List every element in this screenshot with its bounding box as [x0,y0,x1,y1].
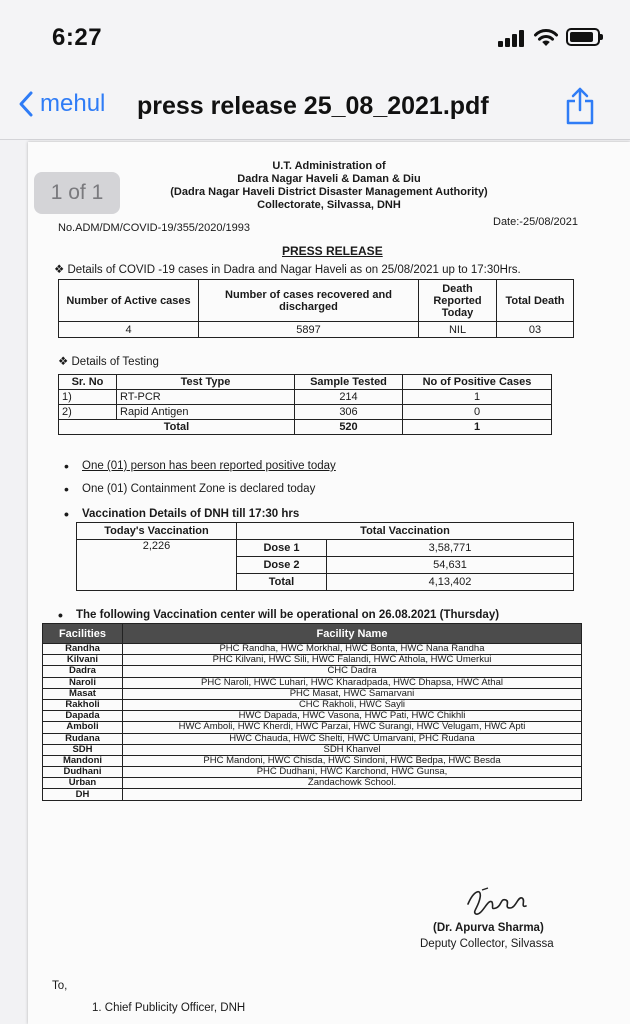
status-bar [0,0,630,76]
table-header: Sample Tested [295,375,403,390]
table-row [43,755,582,766]
battery-fill [570,32,593,42]
table-row [43,722,582,733]
facility-name-cell: CHC Rakholi, HWC Sayli [123,699,582,710]
table-cell: 5897 [199,322,419,338]
facility-cell: Dapada [43,711,123,722]
table-header: Death Reported Today [419,280,497,322]
table-row [43,767,582,778]
bullet-vaccination: • Vaccination Details of DNH till 17:30 hrs [82,508,299,520]
to-label: To, [52,980,68,992]
table-header: Today's Vaccination [77,523,237,540]
facilities-table [42,623,582,801]
document-title: press release 25_08_2021.pdf [137,92,489,120]
table-row [43,644,582,655]
facility-name-cell [123,789,582,800]
facility-name-cell: PHC Kilvani, HWC Sili, HWC Falandi, HWC Athola, HWC Umerkui [123,655,582,666]
facility-name-cell: SDH Khanvel [123,744,582,755]
table-cell: 520 [295,420,403,435]
table-row [43,733,582,744]
table-row [43,744,582,755]
facility-name-cell: HWC Chauda, HWC Shelti, HWC Umarvani, PHC Rudana [123,733,582,744]
share-icon[interactable] [563,86,597,126]
header-line-4: Collectorate, Silvassa, DNH [257,199,401,211]
document-date: Date:-25/08/2021 [493,216,579,228]
table-cell: NIL [419,322,497,338]
table-cell: 54,631 [327,557,574,574]
table-header: Total Death [497,280,574,322]
table-header: Sr. No [59,375,117,390]
facility-cell: Amboli [43,722,123,733]
pdf-page [28,142,630,1024]
header-line-3: (Dadra Nagar Haveli District Disaster Management Authority) [170,186,488,198]
table-cell: 4 [59,322,199,338]
facility-cell: Rakholi [43,699,123,710]
table-cell: 03 [497,322,574,338]
table-cell: 1 [403,390,552,405]
status-time: 6:27 [52,24,103,51]
signatory-title: Deputy Collector, Silvassa [420,938,554,950]
facility-name-cell: PHC Masat, HWC Samarvani [123,688,582,699]
press-release-title: PRESS RELEASE [282,244,383,258]
table-row [59,420,552,435]
header-line-1: U.T. Administration of [272,160,386,172]
facility-cell: DH [43,789,123,800]
table-cell: RT-PCR [117,390,295,405]
facility-name-cell: PHC Randha, HWC Morkhal, HWC Bonta, HWC Nana Randha [123,644,582,655]
table-row [59,390,552,405]
facility-cell: Urban [43,778,123,789]
page-counter: 1 of 1 [34,172,120,214]
facility-name-cell: HWC Dapada, HWC Vasona, HWC Pati, HWC Chikhli [123,711,582,722]
table-header: Test Type [117,375,295,390]
signature-icon [462,884,532,920]
facility-cell: Masat [43,688,123,699]
facility-cell: Mandoni [43,755,123,766]
chevron-left-icon [18,90,34,118]
facility-name-cell: Zandachowk School. [123,778,582,789]
table-cell: 214 [295,390,403,405]
facility-cell: Rudana [43,733,123,744]
table-cell: 2,226 [77,540,237,591]
table-cell: 3,58,771 [327,540,574,557]
signatory-name: (Dr. Apurva Sharma) [433,922,544,934]
cases-intro: ❖ Details of COVID -19 cases in Dadra and Nagar Haveli as on 25/08/2021 up to 17:30Hrs. [54,264,521,276]
table-cell: 2) [59,405,117,420]
table-row [43,778,582,789]
table-header: No of Positive Cases [403,375,552,390]
table-row [59,405,552,420]
bullet-centers: • The following Vaccination center will be operational on 26.08.2021 (Thursday) [76,609,499,621]
table-cell: 1) [59,390,117,405]
table-row [43,655,582,666]
facility-cell: Naroli [43,677,123,688]
table-cell: 1 [403,420,552,435]
facility-name-cell: PHC Naroli, HWC Luhari, HWC Kharadpada, HWC Dhapsa, HWC Athal [123,677,582,688]
battery-icon [566,28,600,46]
facility-cell: Randha [43,644,123,655]
table-cell: Total [59,420,295,435]
reference-number: No.ADM/DM/COVID-19/355/2020/1993 [58,222,250,234]
cases-table [58,279,574,338]
table-row [43,677,582,688]
facility-name-cell: CHC Dadra [123,666,582,677]
table-header: Total Vaccination [237,523,574,540]
testing-table [58,374,552,435]
table-header: Facilities [43,624,123,644]
table-cell: 0 [403,405,552,420]
table-row [43,711,582,722]
table-header: Number of Active cases [59,280,199,322]
facility-cell: Dadra [43,666,123,677]
table-cell: 306 [295,405,403,420]
table-row [77,540,574,557]
table-cell: Rapid Antigen [117,405,295,420]
facility-name-cell: HWC Amboli, HWC Kherdi, HWC Parzai, HWC Surangi, HWC Velugam, HWC Apti [123,722,582,733]
back-label: mehul [40,90,106,117]
facility-cell: Dudhani [43,767,123,778]
table-cell: Dose 1 [237,540,327,557]
table-row [43,699,582,710]
header-line-2: Dadra Nagar Haveli & Daman & Diu [237,173,421,185]
nav-bar [0,76,630,140]
table-row [43,789,582,800]
bullet-positive: • One (01) person has been reported positive today [82,460,336,472]
facility-name-cell: PHC Mandoni, HWC Chisda, HWC Sindoni, HWC Bedpa, HWC Besda [123,755,582,766]
cc-line: 1. Chief Publicity Officer, DNH [92,1002,246,1014]
table-cell: Total [237,574,327,591]
facility-cell: Kilvani [43,655,123,666]
testing-intro: ❖ Details of Testing [58,356,159,368]
table-cell: Dose 2 [237,557,327,574]
wifi-icon [533,27,559,47]
cellular-signal-icon [498,30,524,47]
back-button[interactable] [18,90,105,118]
bullet-containment: • One (01) Containment Zone is declared today [82,483,315,495]
vaccination-table [76,522,574,591]
table-row [43,688,582,699]
table-header: Number of cases recovered and discharged [199,280,419,322]
table-header: Facility Name [123,624,582,644]
facility-cell: SDH [43,744,123,755]
facility-name-cell: PHC Dudhani, HWC Karchond, HWC Gunsa, [123,767,582,778]
table-cell: 4,13,402 [327,574,574,591]
table-row [43,666,582,677]
